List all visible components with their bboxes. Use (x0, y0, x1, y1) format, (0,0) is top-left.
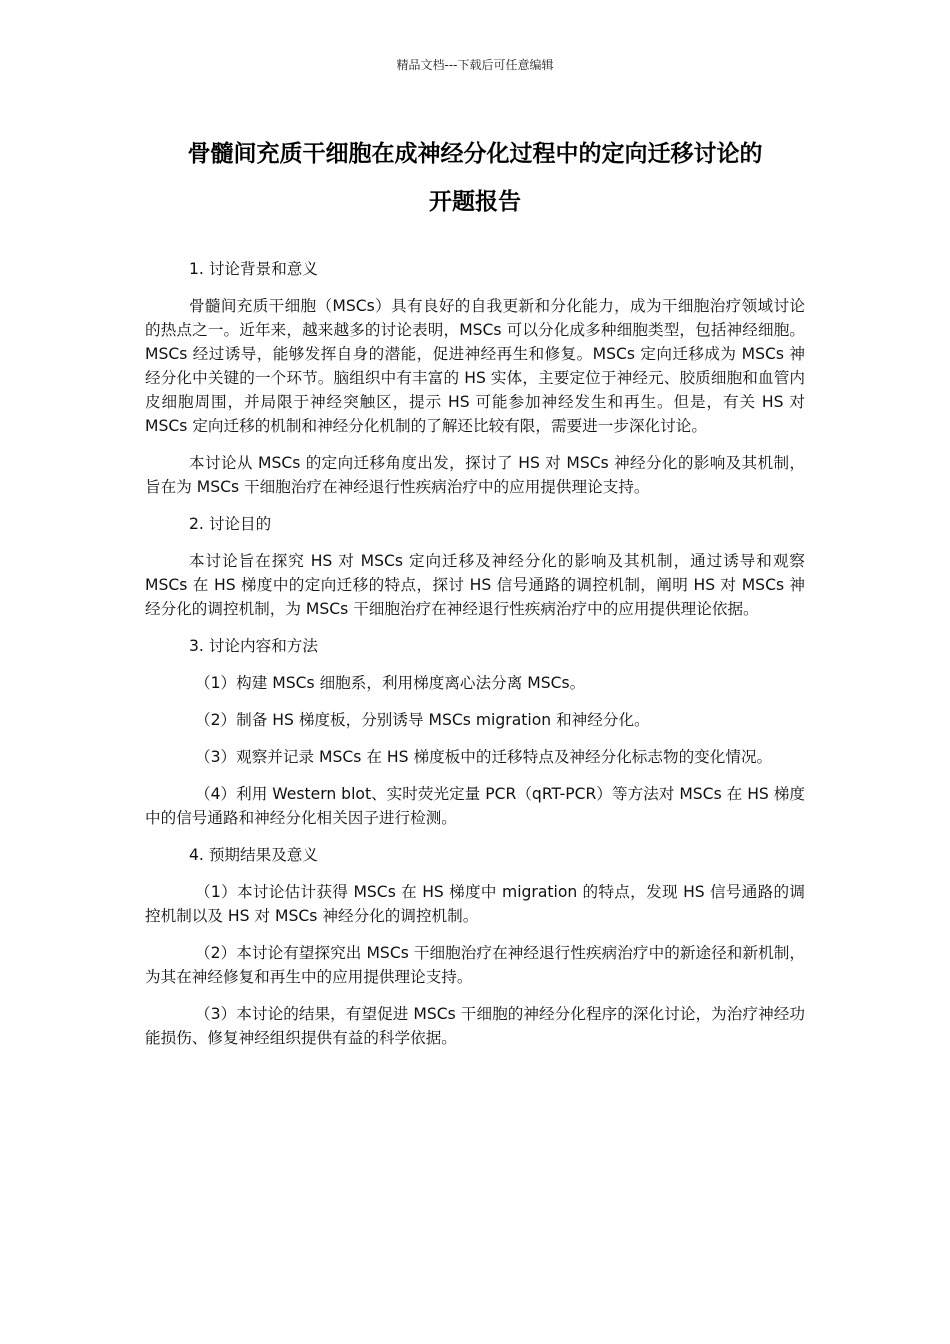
paragraph-research-angle: 本讨论从 MSCs 的定向迁移角度出发，探讨了 HS 对 MSCs 神经分化的影响及其机制，旨在为 MSCs 干细胞治疗在神经退行性疾病治疗中的应用提供理论支持。 (145, 454, 805, 496)
method-item-4: （4）利用 Western blot、实时荧光定量 PCR（qRT-PCR）等方法对 MSCs 在 HS 梯度中的信号通路和神经分化相关因子进行检测。 (145, 785, 805, 827)
paragraph-purpose: 本讨论旨在探究 HS 对 MSCs 定向迁移及神经分化的影响及其机制，通过诱导和观察 MSCs 在 HS 梯度中的定向迁移的特点，探讨 HS 信号通路的调控机制，阐明 HS 对 MSCs 神经分化的调控机制，为 MSCs 干细胞治疗在神经退行性疾病治疗中的应用提供理论依据。 (145, 552, 805, 618)
method-item-3: （3）观察并记录 MSCs 在 HS 梯度板中的迁移特点及神经分化标志物的变化情况。 (195, 748, 773, 766)
section-heading-expected-results: 4. 预期结果及意义 (189, 846, 318, 864)
result-item-3: （3）本讨论的结果，有望促进 MSCs 干细胞的神经分化程序的深化讨论，为治疗神经功能损伤、修复神经组织提供有益的科学依据。 (145, 1005, 805, 1047)
result-item-1: （1）本讨论估计获得 MSCs 在 HS 梯度中 migration 的特点，发现 HS 信号通路的调控机制以及 HS 对 MSCs 神经分化的调控机制。 (145, 883, 805, 925)
section-heading-purpose: 2. 讨论目的 (189, 515, 272, 533)
section-heading-background: 1. 讨论背景和意义 (189, 260, 318, 278)
method-item-2: （2）制备 HS 梯度板，分别诱导 MSCs migration 和神经分化。 (195, 711, 650, 729)
document-title-line-1: 骨髓间充质干细胞在成神经分化过程中的定向迁移讨论的 (187, 141, 763, 167)
paragraph-background: 骨髓间充质干细胞（MSCs）具有良好的自我更新和分化能力，成为干细胞治疗领域讨论的热点之一。近年来，越来越多的讨论表明，MSCs 可以分化成多种细胞类型，包括神经细胞。MSCs 经过诱导，能够发挥自身的潜能，促进神经再生和修复。MSCs 定向迁移成为 MSCs 神经分化中关键的一个环节。脑组织中有丰富的 HS 实体，主要定位于神经元、胶质细胞和血管内皮细胞周围，并局限于神经突触区，提示 HS 可能参加神经发生和再生。但是，有关 HS 对 MSCs 定向迁移的机制和神经分化机制的了解还比较有限，需要进一步深化讨论。 (145, 297, 805, 435)
document-title (145, 130, 805, 226)
method-item-1: （1）构建 MSCs 细胞系，利用梯度离心法分离 MSCs。 (195, 674, 586, 692)
result-item-2: （2）本讨论有望探究出 MSCs 干细胞治疗在神经退行性疾病治疗中的新途径和新机制，为其在神经修复和再生中的应用提供理论支持。 (145, 944, 805, 986)
document-title-line-2: 开题报告 (429, 189, 521, 215)
page-header-watermark: 精品文档---下载后可任意编辑 (396, 58, 554, 72)
section-heading-methods: 3. 讨论内容和方法 (189, 637, 318, 655)
document-body (145, 257, 805, 1063)
